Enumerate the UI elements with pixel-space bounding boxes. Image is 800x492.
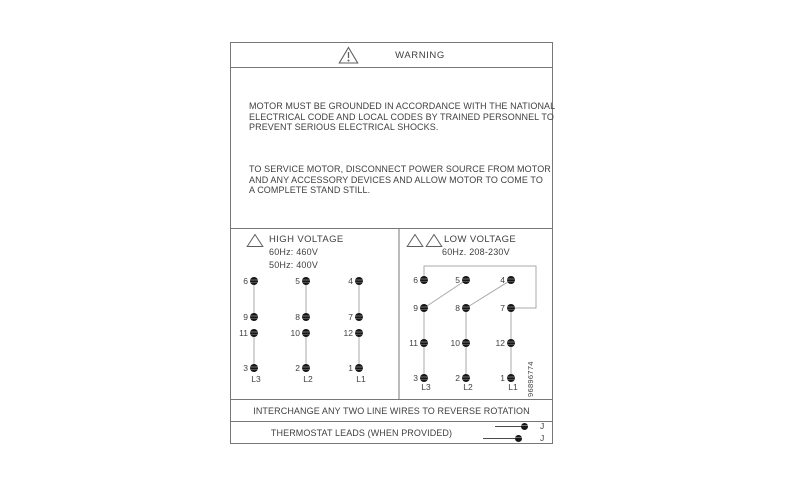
service-warning-line2: AND ANY ACCESSORY DEVICES AND ALLOW MOTOR TO COME TO <box>249 174 543 185</box>
hv-terminal-10-dot <box>302 329 310 337</box>
thermostat-lead-2 <box>483 434 548 442</box>
thermostat-lead-1 <box>495 422 548 430</box>
thermostat-lead-1-wire <box>495 426 521 427</box>
lv-terminal-5-label: 5 <box>455 275 460 285</box>
hv-terminal-5-label: 5 <box>295 276 300 286</box>
lv-terminal-3-label: 3 <box>413 373 418 383</box>
service-warning-text <box>249 164 551 196</box>
lv-terminal-8-dot <box>462 304 470 312</box>
warning-triangle-icon <box>338 46 359 65</box>
hv-terminal-7-dot <box>355 313 363 321</box>
hv-terminal-11-label: 11 <box>239 328 248 338</box>
lv-terminal-5-dot <box>462 276 470 284</box>
service-warning-line3: A COMPLETE STAND STILL. <box>249 185 371 195</box>
warning-header <box>231 43 552 68</box>
hv-line-label-L2: L2 <box>303 374 313 384</box>
hv-terminal-12-label: 12 <box>343 328 353 338</box>
warning-title: WARNING <box>395 49 445 61</box>
hv-terminal-5-dot <box>302 277 310 285</box>
lv-title: LOW VOLTAGE <box>444 234 517 245</box>
lv-line-label-L2: L2 <box>463 382 473 392</box>
hv-terminal-6-label: 6 <box>243 276 248 286</box>
lv-terminal-3-dot <box>420 374 428 382</box>
hv-terminal-8-dot <box>302 313 310 321</box>
hv-triangle-icon <box>246 233 264 248</box>
hv-terminal-2-dot <box>302 364 310 372</box>
thermostat-lead-2-label: J <box>540 433 545 443</box>
hv-terminal-4-dot <box>355 277 363 285</box>
hv-terminal-7-label: 7 <box>348 312 353 322</box>
motor-wiring-label <box>230 42 556 444</box>
hv-terminal-1-dot <box>355 364 363 372</box>
hv-terminal-9-label: 9 <box>243 312 248 322</box>
lv-terminal-11-label: 11 <box>409 338 418 348</box>
hv-terminal-6-dot <box>250 277 258 285</box>
lv-terminal-4-label: 4 <box>500 275 505 285</box>
lv-terminal-6-dot <box>420 276 428 284</box>
lv-terminal-4-dot <box>507 276 515 284</box>
lv-terminal-12-dot <box>507 339 515 347</box>
hv-terminal-3-dot <box>250 364 258 372</box>
grounding-warning-line2: ELECTRICAL CODE AND LOCAL CODES BY TRAINED PERSONNEL TO <box>249 111 554 122</box>
interchange-text: INTERCHANGE ANY TWO LINE WIRES TO REVERSE ROTATION <box>253 405 530 416</box>
hv-line-label-L1: L1 <box>356 374 366 384</box>
hv-terminal-1-label: 1 <box>348 363 353 373</box>
lv-terminal-11-dot <box>420 339 428 347</box>
hv-terminal-11-dot <box>250 329 258 337</box>
thermostat-lead-1-label: J <box>540 421 545 431</box>
thermostat-leads <box>483 422 548 442</box>
lv-triangle-icon-2 <box>425 233 443 248</box>
hv-terminal-9-dot <box>250 313 258 321</box>
thermostat-text: THERMOSTAT LEADS (WHEN PROVIDED) <box>270 427 453 438</box>
hv-terminal-4-label: 4 <box>348 276 353 286</box>
grounding-warning-text <box>249 101 555 133</box>
lv-terminal-2-dot <box>462 374 470 382</box>
lv-terminal-9-dot <box>420 304 428 312</box>
wiring-diagrams-section <box>231 228 552 399</box>
grounding-warning-line1: MOTOR MUST BE GROUNDED IN ACCORDANCE WITH THE NATIONAL <box>249 101 556 111</box>
thermostat-lead-1-dot <box>521 423 528 430</box>
hv-line-label-L3: L3 <box>251 374 261 384</box>
lv-terminal-6-label: 6 <box>413 275 418 285</box>
lv-terminal-7-label: 7 <box>500 303 505 313</box>
lv-terminal-10-label: 10 <box>450 338 460 348</box>
thermostat-lead-2-wire <box>483 438 515 439</box>
hv-terminal-10-label: 10 <box>290 328 300 338</box>
hv-freq-50: 50Hz: 400V <box>269 260 319 270</box>
lv-terminal-7-dot <box>507 304 515 312</box>
hv-terminal-12-dot <box>355 329 363 337</box>
hv-terminal-3-label: 3 <box>243 363 248 373</box>
lv-line-label-L1: L1 <box>508 382 518 392</box>
hv-title: HIGH VOLTAGE <box>269 234 344 245</box>
hv-freq-60: 60Hz: 460V <box>269 247 319 257</box>
lv-terminal-2-label: 2 <box>455 373 460 383</box>
service-warning-line1: TO SERVICE MOTOR, DISCONNECT POWER SOURCE FROM MOTOR <box>249 164 551 174</box>
thermostat-row <box>231 421 552 443</box>
hv-terminal-2-label: 2 <box>295 363 300 373</box>
grounding-warning-line3: PREVENT SERIOUS ELECTRICAL SHOCKS. <box>249 122 439 132</box>
lv-terminal-10-dot <box>462 339 470 347</box>
thermostat-lead-2-dot <box>515 435 522 442</box>
lv-freq-60: 60Hz. 208-230V <box>442 247 510 257</box>
warning-text-block <box>231 68 556 228</box>
lv-line-label-L3: L3 <box>421 382 431 392</box>
lv-terminal-8-label: 8 <box>455 303 460 313</box>
serial-number: 96896774 <box>526 361 535 397</box>
lv-terminal-1-label: 1 <box>500 373 505 383</box>
lv-triangle-icon-1 <box>406 233 424 248</box>
lv-terminal-12-label: 12 <box>495 338 505 348</box>
interchange-row <box>231 399 552 421</box>
lv-terminal-9-label: 9 <box>413 303 418 313</box>
hv-terminal-8-label: 8 <box>295 312 300 322</box>
lv-terminal-1-dot <box>507 374 515 382</box>
